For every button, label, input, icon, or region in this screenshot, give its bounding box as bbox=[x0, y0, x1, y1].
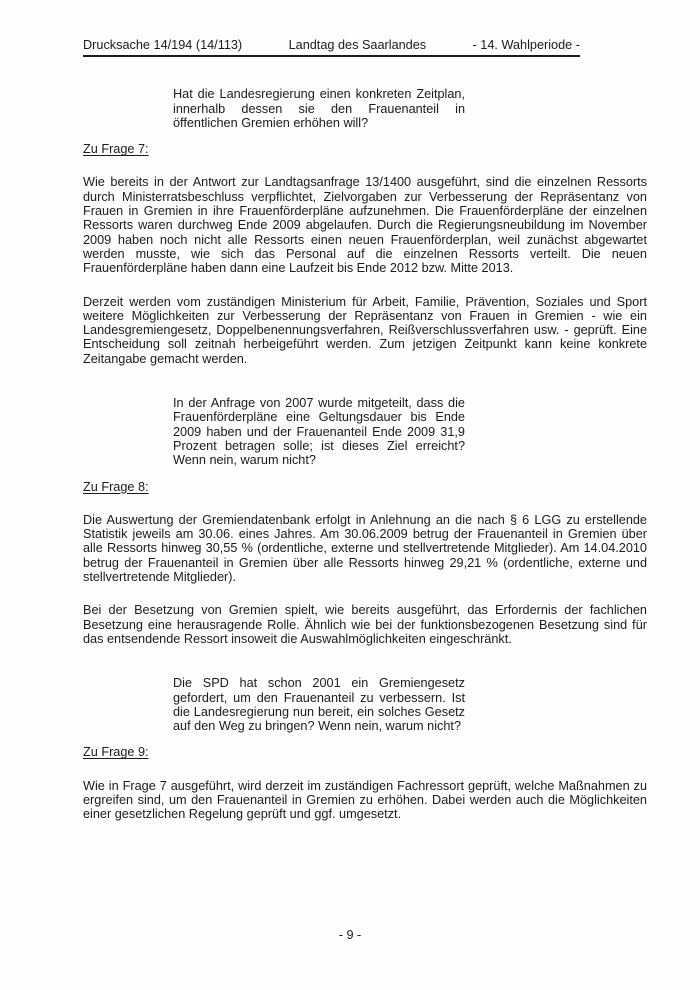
question-9-quote: Die SPD hat schon 2001 ein Gremiengesetz gefordert, um den Frauenanteil zu verbessern. Ist die Landesregierung nun bereit, ein solches Gesetz auf den Weg zu bringen? Wenn nein, warum nicht? bbox=[173, 676, 465, 734]
answer-7-paragraph-2: Derzeit werden vom zuständigen Ministerium für Arbeit, Familie, Prävention, Soziales und Sport weitere Möglichkeiten zur Verbesserung der Repräsentanz von Frauen in Gremien - wie ein Landesgremiengesetz, Doppelbenennungsverfahren, Reißverschlussverfahren usw. - geprüft. Eine Entscheidung soll zeitnah herbeigeführt werden. Zum jetzigen Zeitpunkt kann keine konkrete Zeitangabe gemacht werden. bbox=[83, 294, 647, 366]
answer-9-paragraph-1: Wie in Frage 7 ausgeführt, wird derzeit im zuständigen Fachressort geprüft, welche Maßnahmen zu ergreifen sind, um den Frauenanteil in Gremien zu erhöhen. Dabei werden auch die Möglichkeiten einer gesetzlichen Regelung geprüft und ggf. umgesetzt. bbox=[83, 778, 647, 822]
page-number: - 9 - bbox=[338, 928, 362, 942]
answer-heading-7: Zu Frage 7: bbox=[83, 142, 149, 157]
answer-8-paragraph-1: Die Auswertung der Gremiendatenbank erfolgt in Anlehnung an die nach § 6 LGG zu erstellende Statistik jeweils am 30.06. eines Jahres. Am 30.06.2009 betrug der Frauenanteil in Gremien über alle Ressorts hinweg 30,55 % (ordentliche, externe und stellvertretende Mitglieder). Am 14.04.2010 betrug der Frauenanteil in Gremien über alle Ressorts hinweg 29,21 % (ordentliche, externe und stellvertretende Mitglieder). bbox=[83, 512, 647, 585]
answer-7-paragraph-1: Wie bereits in der Antwort zur Landtagsanfrage 13/1400 ausgeführt, sind die einzelnen Ressorts durch Ministerratsbeschluss verpflichtet, Zielvorgaben zur Verbesserung der Repräsentanz von Frauen in Gremien in ihre Frauenförderpläne aufzunehmen. Die Frauenförderpläne der einzelnen Ressorts waren durchweg Ende 2009 abgelaufen. Durch die Regierungsneubildung im November 2009 haben noch nicht alle Ressorts einen neuen Frauenförderplan, weil zunächst abgewartet werden musste, wie sich das Personal auf die einzelnen Ressorts verteilt. Die neuen Frauenförderpläne haben dann eine Laufzeit bis Ende 2012 bzw. Mitte 2013. bbox=[83, 175, 647, 276]
question-7-quote: Hat die Landesregierung einen konkreten Zeitplan, innerhalb dessen sie den Frauenanteil in öffentlichen Gremien erhöhen will? bbox=[173, 87, 465, 130]
answer-8-paragraph-2: Bei der Besetzung von Gremien spielt, wie bereits ausgeführt, das Erfordernis der fachlichen Besetzung eine herausragende Rolle. Ähnlich wie bei der funktionsbezogenen Besetzung sind für das entsendende Ressort insoweit die Auswahlmöglichkeiten eingeschränkt. bbox=[83, 603, 647, 646]
publisher-title: Landtag des Saarlandes bbox=[288, 38, 427, 52]
document-number: Drucksache 14/194 (14/113) bbox=[83, 38, 243, 52]
answer-heading-8: Zu Frage 8: bbox=[83, 479, 149, 494]
question-8-quote: In der Anfrage von 2007 wurde mitgeteilt, dass die Frauenförderpläne eine Geltungsdauer bis Ende 2009 haben und der Frauenanteil Ende 2009 31,9 Prozent betragen solle; ist dieses Ziel erreicht? Wenn nein, warum nicht? bbox=[173, 396, 465, 468]
legislative-period: - 14. Wahlperiode - bbox=[472, 38, 580, 52]
page-header bbox=[83, 38, 580, 57]
answer-heading-9: Zu Frage 9: bbox=[83, 745, 149, 760]
